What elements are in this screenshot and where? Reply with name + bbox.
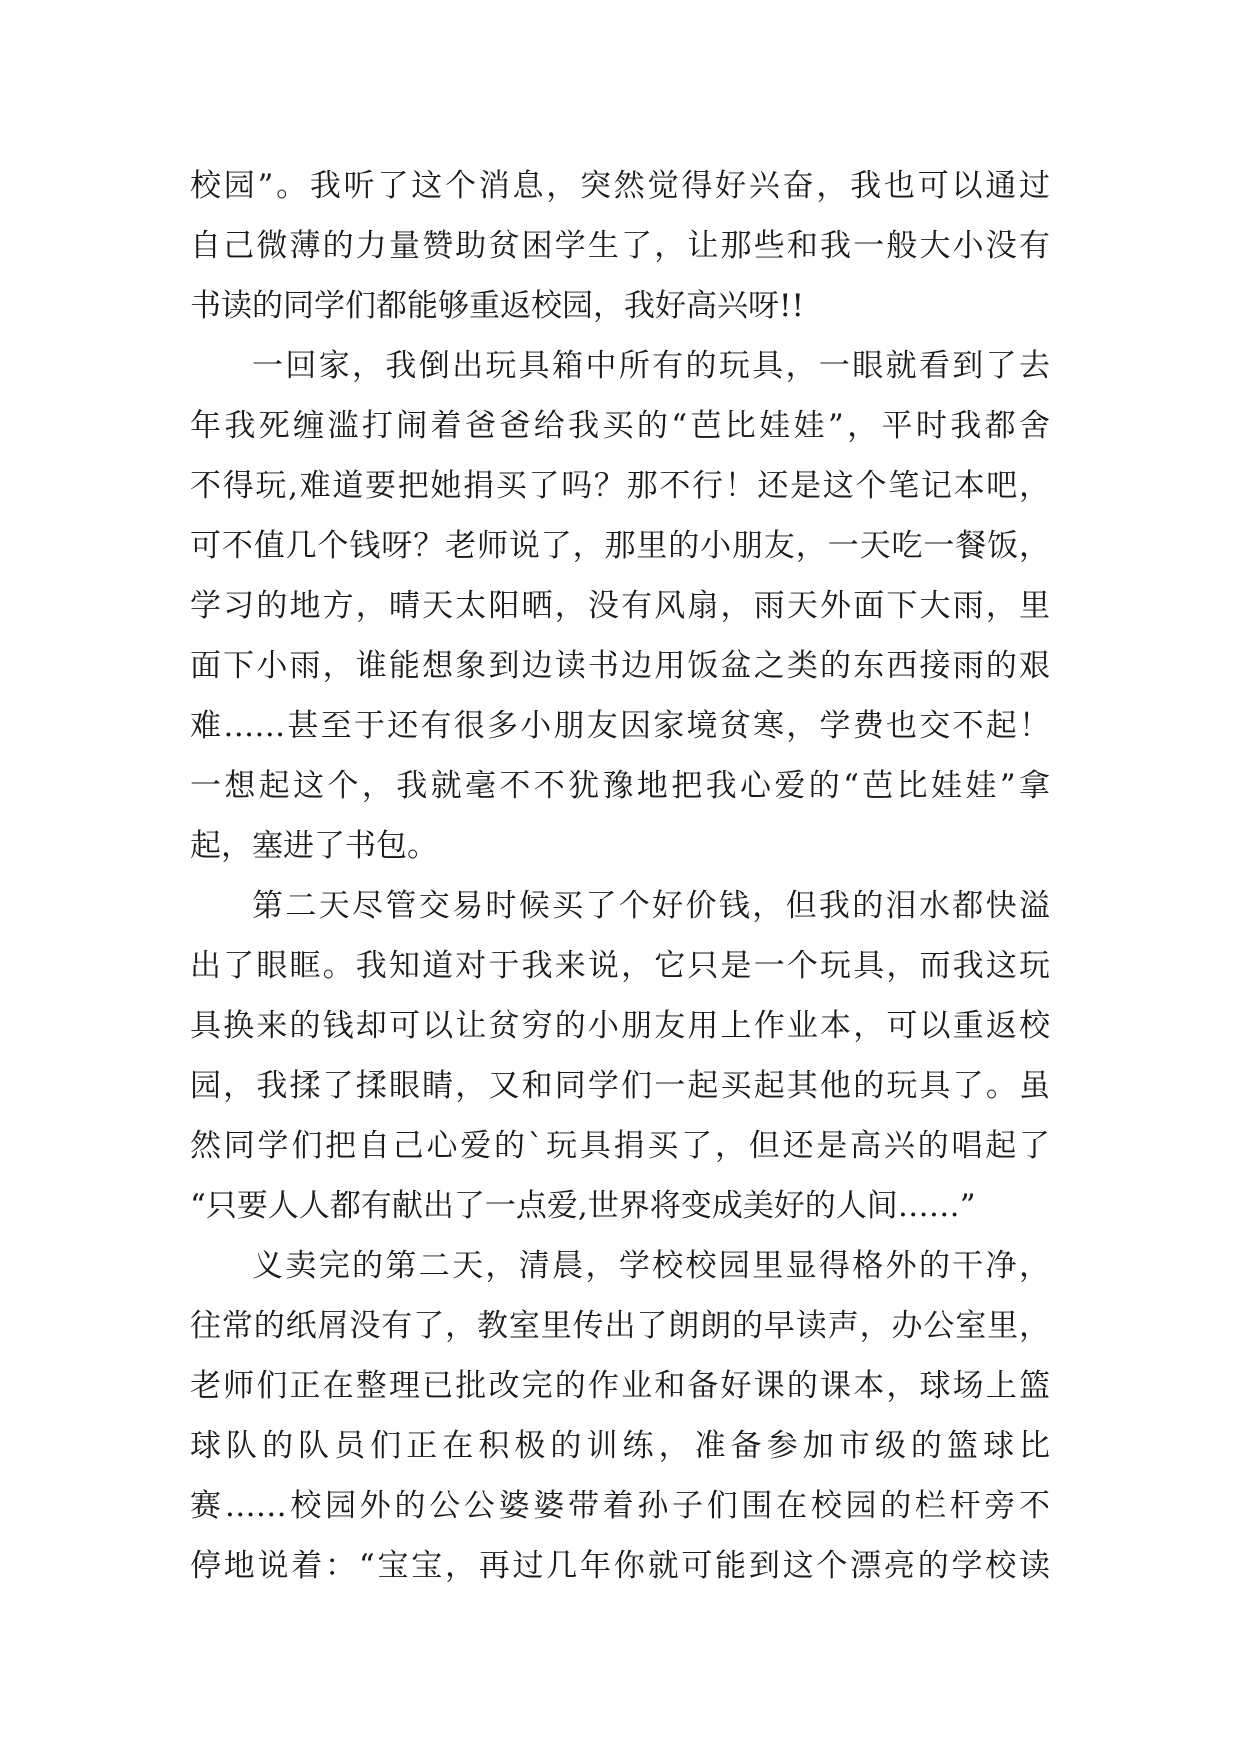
document-body <box>190 156 1050 1596</box>
text-line-3: 书读的同学们都能够重返校园，我好高兴呀!! <box>190 288 804 324</box>
text-line-17: 然同学们把自己心爱的`玩具捐买了，但还是高兴的唱起了 <box>190 1128 1050 1164</box>
text-line-7: 可不值几个钱呀？老师说了，那里的小朋友，一天吃一餐饭， <box>190 528 1050 564</box>
text-line-4: 一回家，我倒出玩具箱中所有的玩具，一眼就看到了去 <box>252 348 1050 384</box>
text-line-9: 面下小雨，谁能想象到边读书边用饭盆之类的东西接雨的艰 <box>190 648 1050 684</box>
text-line-12: 起，塞进了书包。 <box>190 828 438 864</box>
text-line-13: 第二天尽管交易时候买了个好价钱，但我的泪水都快溢 <box>252 888 1050 924</box>
text-line-19: 义卖完的第二天，清晨，学校校园里显得格外的干净， <box>252 1248 1050 1284</box>
text-line-14: 出了眼眶。我知道对于我来说，它只是一个玩具，而我这玩 <box>190 948 1050 984</box>
text-line-5: 年我死缠滥打闹着爸爸给我买的“芭比娃娃”，平时我都舍 <box>190 408 1050 444</box>
text-line-20: 往常的纸屑没有了，教室里传出了朗朗的早读声，办公室里， <box>190 1308 1050 1344</box>
text-line-11: 一想起这个，我就毫不不犹豫地把我心爱的“芭比娃娃”拿 <box>190 768 1050 804</box>
text-line-8: 学习的地方，晴天太阳晒，没有风扇，雨天外面下大雨，里 <box>190 588 1050 624</box>
text-line-21: 老师们正在整理已批改完的作业和备好课的课本，球场上篮 <box>190 1368 1050 1404</box>
text-line-18: “只要人人都有献出了一点爱,世界将变成美好的人间……” <box>190 1188 976 1224</box>
text-line-2: 自己微薄的力量赞助贫困学生了，让那些和我一般大小没有 <box>190 228 1050 264</box>
text-line-6: 不得玩,难道要把她捐买了吗？那不行！还是这个笔记本吧， <box>190 468 1050 504</box>
text-line-1: 校园”。我听了这个消息，突然觉得好兴奋，我也可以通过 <box>190 168 1050 204</box>
text-line-15: 具换来的钱却可以让贫穷的小朋友用上作业本，可以重返校 <box>190 1008 1050 1044</box>
text-line-23: 赛……校园外的公公婆婆带着孙子们围在校园的栏杆旁不 <box>190 1488 1050 1524</box>
text-line-22: 球队的队员们正在积极的训练，准备参加市级的篮球比 <box>190 1428 1050 1464</box>
text-line-16: 园，我揉了揉眼睛，又和同学们一起买起其他的玩具了。虽 <box>190 1068 1050 1104</box>
text-line-10: 难……甚至于还有很多小朋友因家境贫寒，学费也交不起！ <box>190 708 1050 744</box>
text-line-24: 停地说着：“宝宝，再过几年你就可能到这个漂亮的学校读 <box>190 1548 1050 1584</box>
